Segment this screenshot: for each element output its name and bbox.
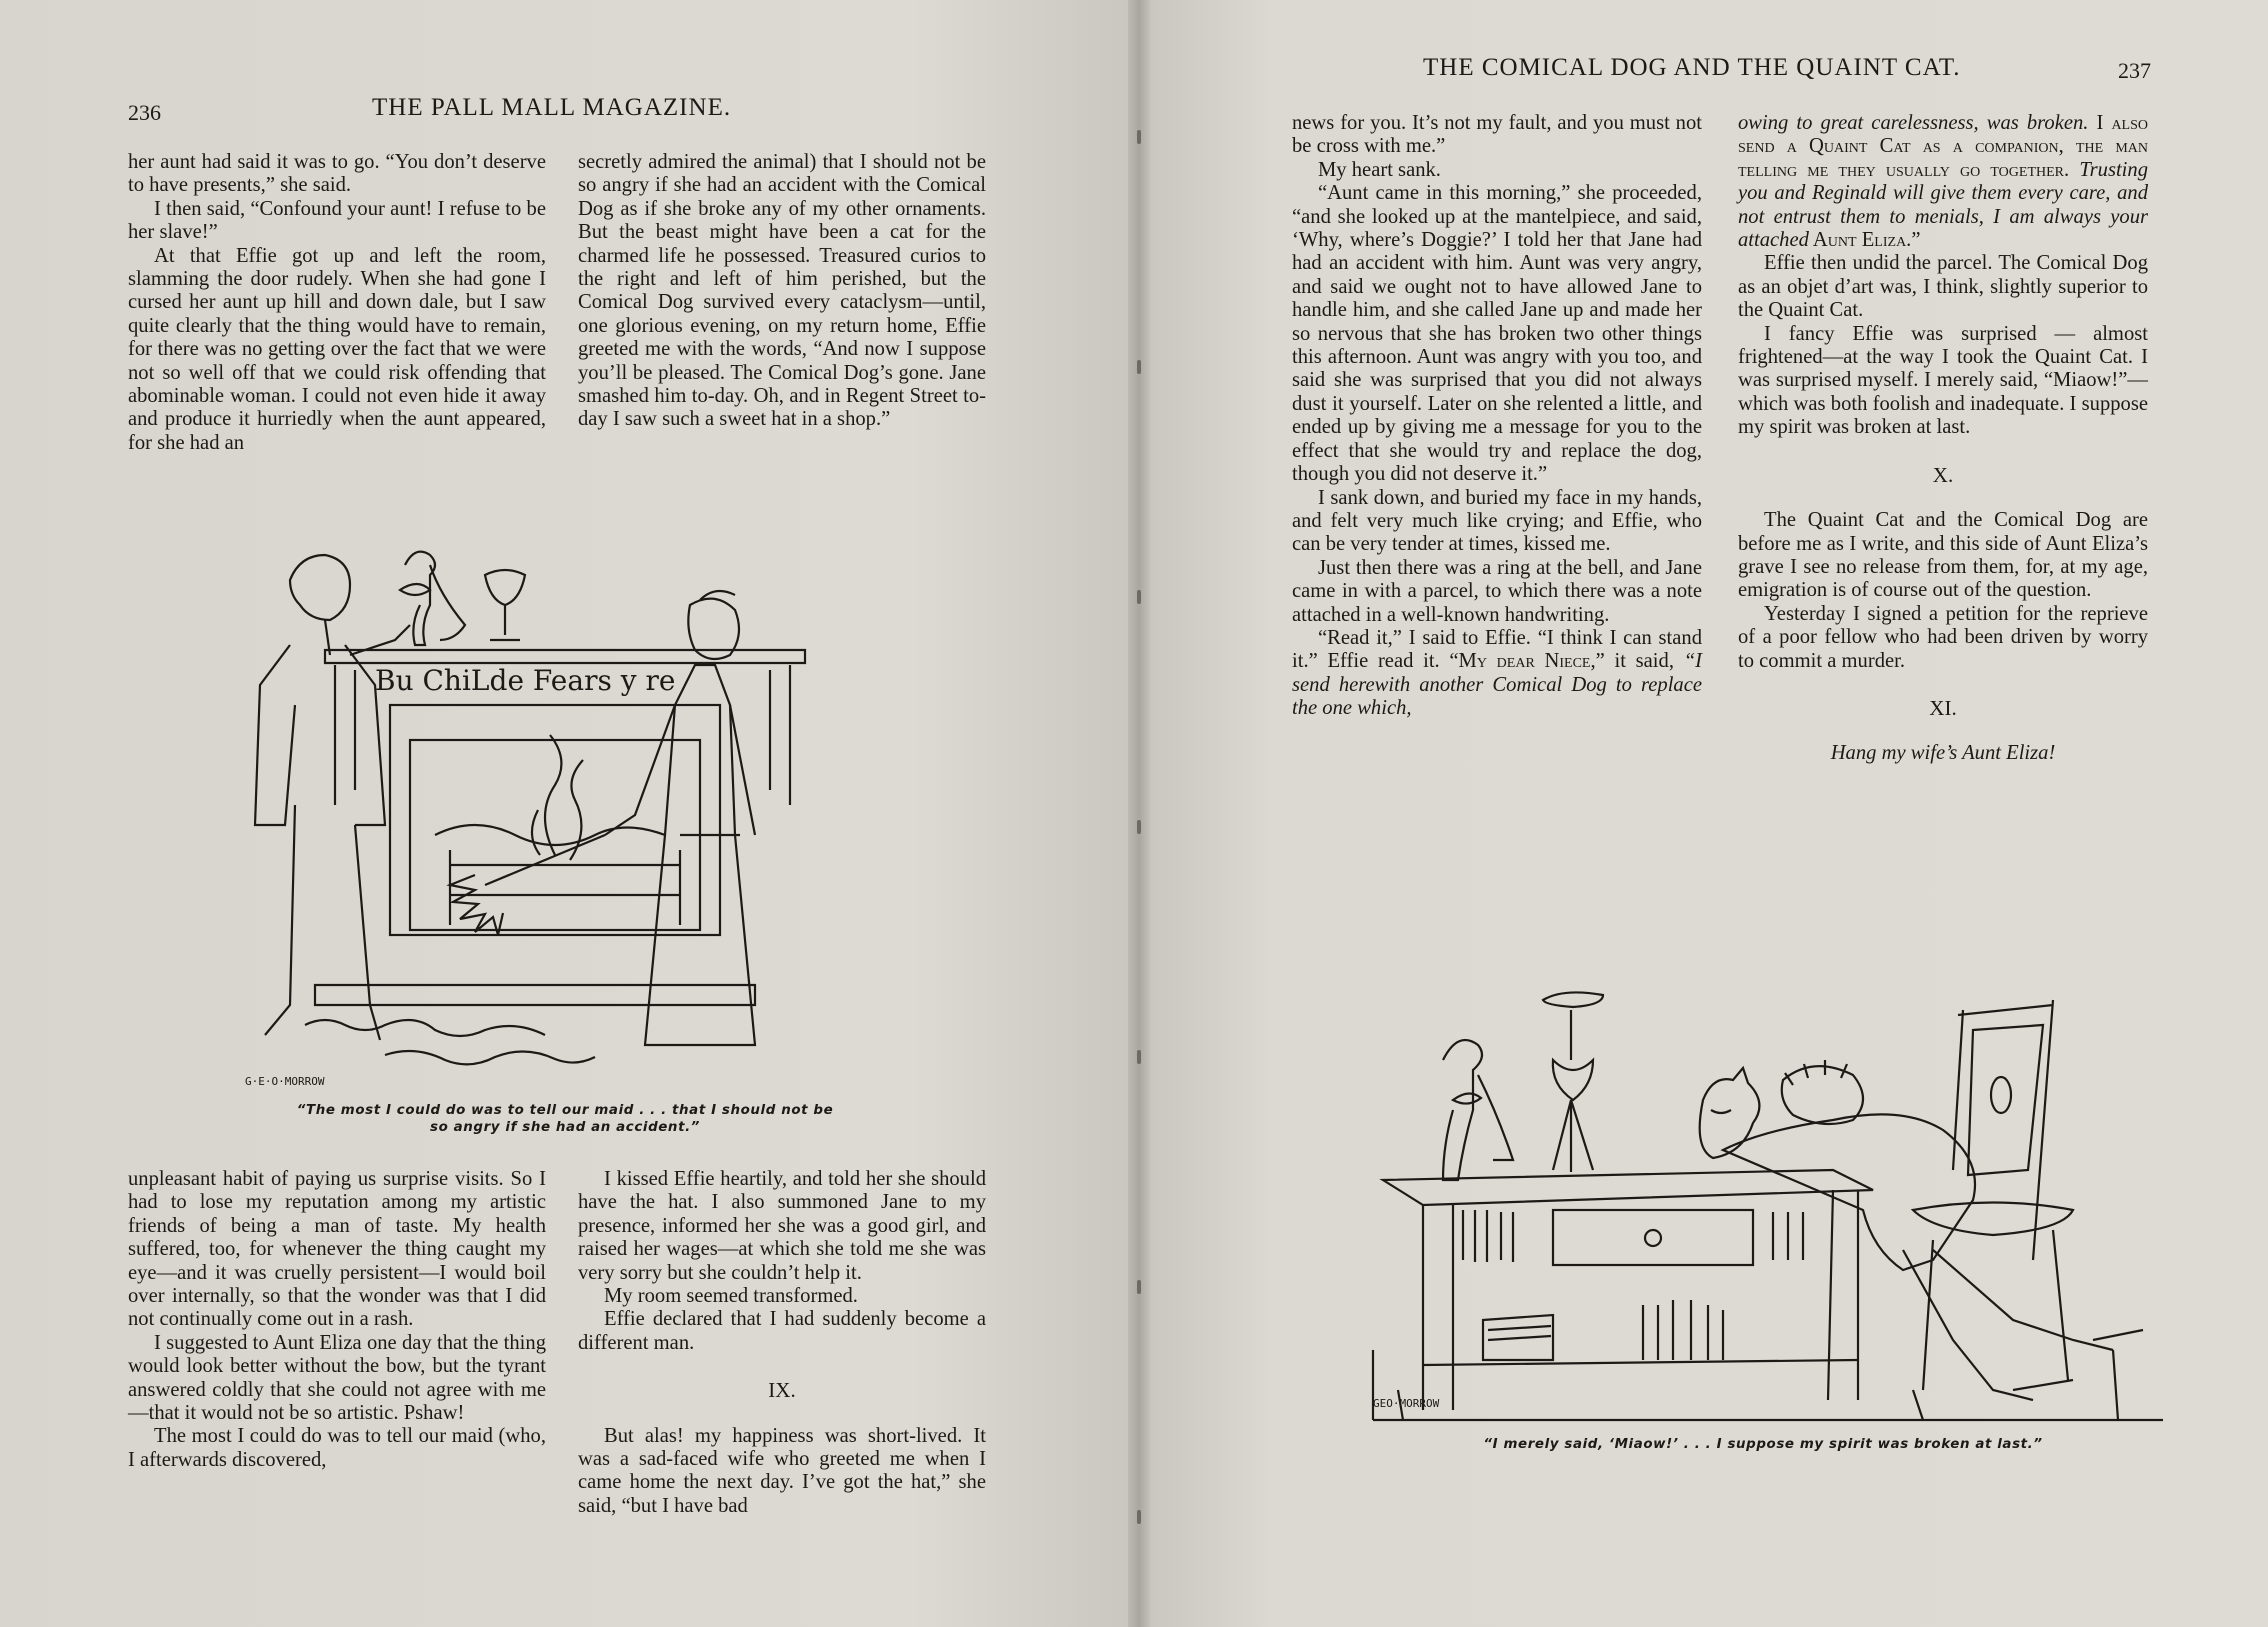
paragraph: But alas! my happiness was short-lived. It was a sad-faced wife who greeted me when I came home the next day. I’ve got the hat,” she said, “but I have bad bbox=[578, 1424, 986, 1517]
paragraph: Yesterday I signed a petition for the reprieve of a poor fellow who had been driven by worry to commit a murder. bbox=[1738, 602, 2148, 672]
letter-italic-2: Trusting you and Reginald will give them every care, and not entrust them to menials, I am always your attached bbox=[1738, 158, 2148, 252]
paragraph: I fancy Effie was surprised — almost frightened—at the way I took the Quaint Cat. I was surprised myself. I merely said, “Miaow!”—which was both foolish and inadequate. I suppose my spirit was broken at last. bbox=[1738, 322, 2148, 439]
left-column-1-bottom bbox=[128, 1168, 546, 1472]
letter-said: it said, bbox=[1604, 650, 1684, 673]
left-column-1-top bbox=[128, 151, 546, 455]
paragraph: I then said, “Confound your aunt! I refuse to be her slave!” bbox=[128, 197, 546, 244]
mantel-motto: Bu ChiLde Fears y re bbox=[375, 664, 676, 697]
paragraph: My heart sank. bbox=[1318, 158, 1441, 181]
paragraph: secretly admired the animal) that I should not be so angry if she had an accident with the Comical Dog as if she broke any of my other ornaments. But the beast might have been a cat for the charmed life he possessed. Treasured curios to the right and left of him perished, but the Comical Dog survived every cataclysm—until, one glorious evening, on my return home, Effie greeted me with the words, “And now I suppose you’ll be pleased. The Comical Dog’s gone. Jane smashed him to-day. Oh, and in Regent Street to-day I saw such a sweet hat in a shop.” bbox=[578, 151, 986, 431]
figure-caption: “The most I could do was to tell our maid . . . that I should not be so angry if she had an accident.” bbox=[296, 1103, 834, 1135]
paragraph: Just then there was a ring at the bell, and Jane came in with a parcel, to which there was a note attached in a well-known handwriting. bbox=[1292, 556, 1702, 626]
paragraph-text: “Read it,” I said to Effie. “I think I can stand it.” Effie read it. bbox=[1292, 626, 1702, 673]
maid-illustration bbox=[245, 505, 825, 1095]
letter-italic: “I send herewith another Comical Dog to replace the one which, bbox=[1292, 650, 1702, 720]
binding-stitch bbox=[1137, 820, 1141, 834]
paragraph: At that Effie got up and left the room, slamming the door rudely. When she had gone I cursed her aunt up hill and down dale, but I saw quite clearly that the thing would have to remain, for there was no getting over the fact that we were not so well off that we could risk offending that abominable woman. I could not even hide it away and produce it hurriedly when the aunt appeared, for she had an bbox=[128, 244, 546, 454]
binding-stitch bbox=[1137, 1050, 1141, 1064]
section-heading: X. bbox=[1932, 462, 1954, 487]
artist-signature: G·E·O·MORROW bbox=[245, 1075, 325, 1088]
letter-salutation: “My dear Niece,” bbox=[1449, 650, 1605, 673]
section-heading: IX. bbox=[768, 1378, 796, 1403]
paragraph: I kissed Effie heartily, and told her she should have the hat. I also summoned Jane to my presence, informed her she was a good girl, and raised her wages—at which she told me she was very sorry but she couldn’t help it. bbox=[578, 1168, 986, 1284]
right-column-1 bbox=[1292, 112, 1702, 721]
paragraph: news for you. It’s not my fault, and you must not be cross with me.” bbox=[1292, 112, 1702, 158]
final-line: Hang my wife’s Aunt Eliza! bbox=[1830, 742, 2056, 765]
section-heading: XI. bbox=[1929, 695, 1957, 720]
paragraph: Effie declared that I had suddenly become a different man. bbox=[578, 1308, 986, 1354]
page-number: 236 bbox=[128, 100, 161, 125]
right-column-2 bbox=[1738, 112, 2148, 766]
paragraph: My room seemed transformed. bbox=[604, 1285, 858, 1308]
running-head: THE PALL MALL MAGAZINE. bbox=[372, 94, 732, 121]
paragraph: “Aunt came in this morning,” she proceeded, “and she looked up at the mantelpiece, and said, ‘Why, where’s Doggie?’ I told her that Jane had had an accident with him. Aunt was very angry, and said we ought not to have allowed Jane to handle him, and she called Jane up and made her so nervous that she has broken two other things this afternoon. Aunt was angry with you too, and said she was surprised that you did not always dust it yourself. Later on she relented a little, and ended up by giving me a message for you to the effect that she would try and replace the dog, though you did not deserve it.” bbox=[1292, 182, 1702, 486]
letter-continued bbox=[1738, 112, 2148, 252]
figure-caption: “I merely said, ‘Miaow!’ . . . I suppose my spirit was broken at last.” bbox=[1483, 1437, 2043, 1452]
artist-signature: GEO·MORROW bbox=[1373, 1397, 1440, 1410]
paragraph: The Quaint Cat and the Comical Dog are before me as I write, and this side of Aunt Eliza’s grave I see no release from them, for, at my age, emigration is of course out of the question. bbox=[1738, 509, 2148, 602]
desk-illustration bbox=[1313, 920, 2213, 1460]
letter-plain: I also send a Quaint Cat as a companion, the man telling me they usually go together. bbox=[1738, 112, 2148, 181]
binding-stitch bbox=[1137, 360, 1141, 374]
left-column-2-bottom bbox=[578, 1168, 986, 1518]
binding-stitch bbox=[1137, 1510, 1141, 1524]
binding-stitch bbox=[1137, 590, 1141, 604]
binding-stitch bbox=[1137, 1280, 1141, 1294]
paragraph: I suggested to Aunt Eliza one day that the thing would look better without the bow, but the tyrant answered coldly that she could not agree with me—that it would not be so artistic. Pshaw! bbox=[128, 1331, 546, 1425]
paragraph: unpleasant habit of paying us surprise visits. So I had to lose my reputation among my artistic friends of being a man of taste. My health suffered, too, for whenever the thing caught my eye—and it was cruelly persistent—I would boil over internally, so that the wonder was that I did not continually come out in a rash. bbox=[128, 1168, 546, 1331]
letter-signature: Aunt Eliza.” bbox=[1808, 229, 1921, 252]
paragraph: I sank down, and buried my face in my hands, and felt very much like crying; and Effie, who can be very tender at times, kissed me. bbox=[1292, 486, 1702, 556]
paragraph bbox=[1292, 627, 1702, 721]
paragraph: her aunt had said it was to go. “You don’t deserve to have presents,” she said. bbox=[128, 151, 546, 197]
paragraph: The most I could do was to tell our maid (who, I afterwards discovered, bbox=[128, 1425, 546, 1471]
right-page bbox=[1138, 0, 2268, 1627]
page-number: 237 bbox=[2118, 58, 2151, 83]
letter-italic-1: owing to great carelessness, was broken. bbox=[1738, 112, 2089, 134]
left-column-2-top bbox=[578, 151, 986, 432]
paragraph: Effie then undid the parcel. The Comical Dog as an objet d’art was, I think, slightly superior to the Quaint Cat. bbox=[1738, 252, 2148, 322]
book-gutter bbox=[1128, 0, 1150, 1627]
binding-stitch bbox=[1137, 130, 1141, 144]
running-head: THE COMICAL DOG AND THE QUAINT CAT. bbox=[1423, 54, 1961, 81]
